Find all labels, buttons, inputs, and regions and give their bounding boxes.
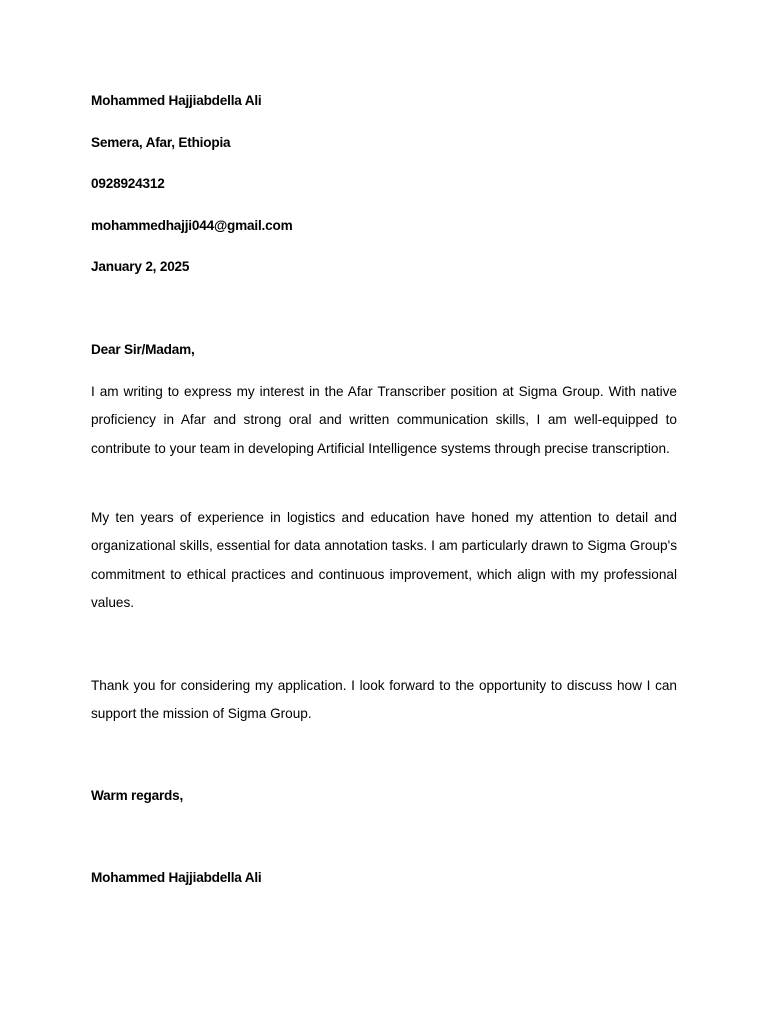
body-paragraph-1: I am writing to express my interest in the Afar Transcriber position at Sigma Group. With native proficiency in Afar and strong oral and written communication skills, I am well-equipped to contribute to your team in developing Artificial Intelligence systems through precise transcription. bbox=[91, 384, 677, 456]
salutation: Dear Sir/Madam, bbox=[91, 342, 195, 357]
closing: Warm regards, bbox=[91, 788, 184, 803]
body-paragraph-3: Thank you for considering my application. I look forward to the opportunity to discuss how I can support the mission of Sigma Group. bbox=[91, 678, 677, 722]
signature-name: Mohammed Hajjiabdella Ali bbox=[91, 870, 262, 885]
letter-date: January 2, 2025 bbox=[91, 259, 190, 274]
sender-phone: 0928924312 bbox=[91, 176, 165, 191]
sender-name: Mohammed Hajjiabdella Ali bbox=[91, 93, 262, 108]
body-paragraph-2: My ten years of experience in logistics and education have honed my attention to detail and organizational skills, essential for data annotation tasks. I am particularly drawn to Sigma Group's commitment to ethical practices and continuous improvement, which align with my professional values. bbox=[91, 510, 677, 610]
sender-location: Semera, Afar, Ethiopia bbox=[91, 135, 231, 150]
sender-email: mohammedhajji044@gmail.com bbox=[91, 218, 293, 233]
